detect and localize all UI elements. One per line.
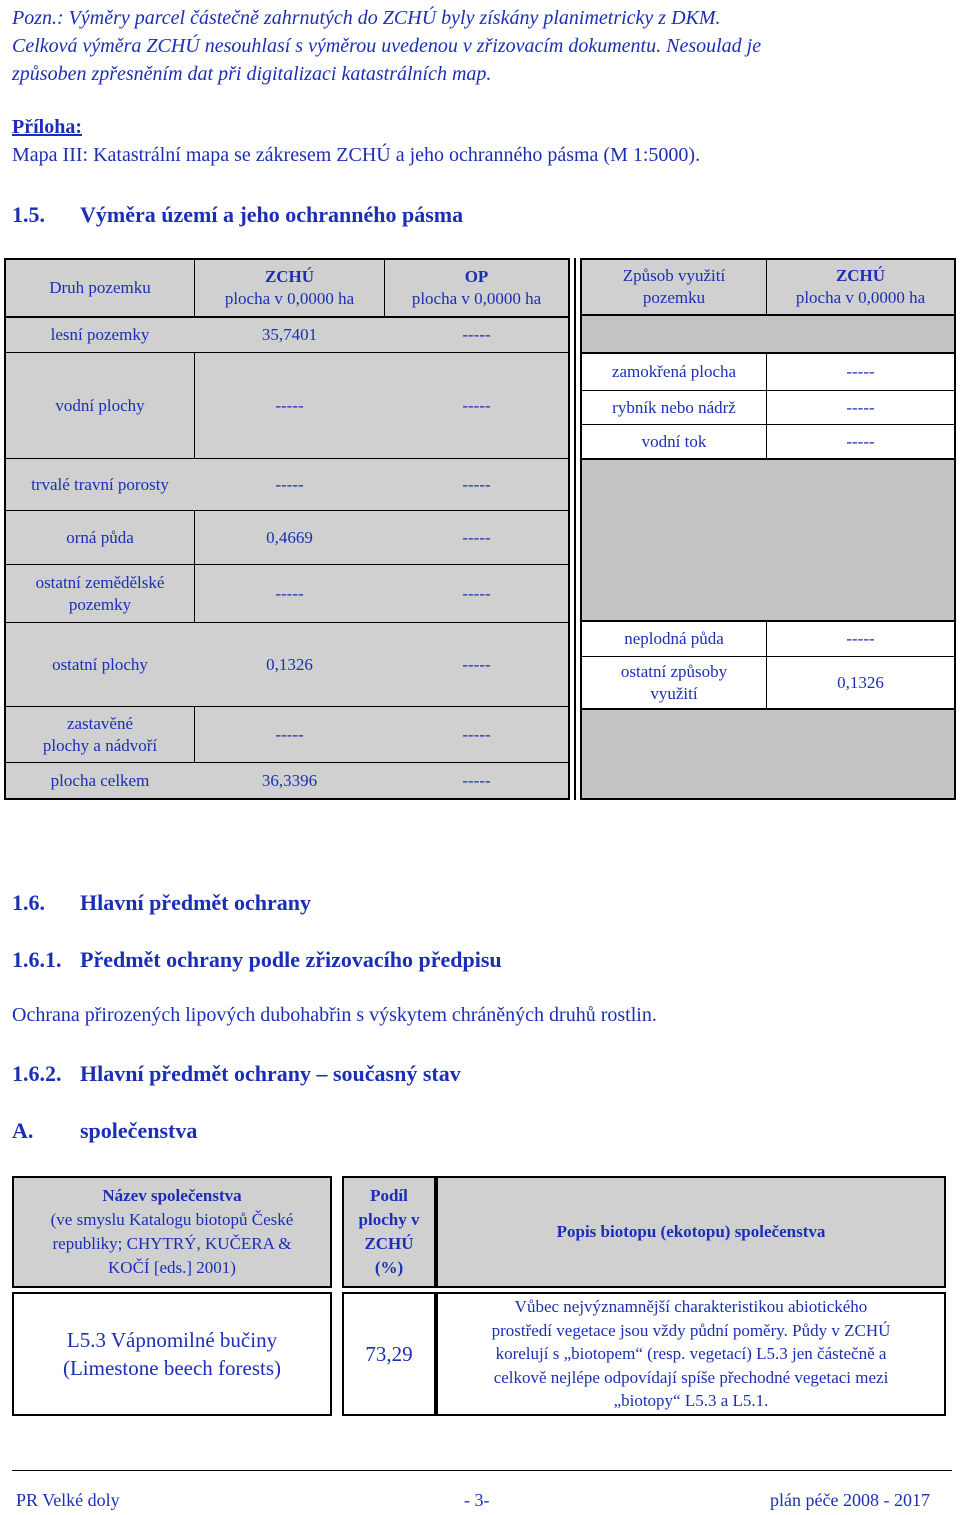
table-row-druh: lesní pozemky [50, 325, 150, 344]
row-desc-line: korelují s „biotopem“ (resp. vegetací) L5.3 jen částečně a [495, 1344, 887, 1364]
table-row-zchu: 0,1326 [266, 654, 313, 674]
header-share-line: ZCHÚ [364, 1234, 414, 1253]
priloha-title: Příloha: [12, 116, 82, 138]
header-name-line: (ve smyslu Katalogu biotopů České [50, 1210, 294, 1229]
header-name-line: KOČÍ [eds.] 2001) [108, 1258, 236, 1277]
row-desc-line: Vůbec nejvýznamnější charakteristikou abiotického [514, 1297, 868, 1317]
ostatni-sub-line: ostatní způsoby [620, 661, 728, 681]
table-row-op: ----- [462, 325, 491, 344]
note-line: Pozn.: Výměry parcel částečně zahrnutých do ZCHÚ byly získány planimetricky z DKM. [12, 7, 721, 29]
col-op-header-unit: plocha v 0,0000 ha [411, 289, 542, 308]
section-title: společenstva [80, 1118, 198, 1143]
area-table [4, 258, 956, 800]
col-zpusob-header [582, 260, 766, 314]
ostatni-sub-line: využití [650, 683, 698, 703]
note-line: Celková výměra ZCHÚ nesouhlasí s výměrou uvedenou v zřizovacím dokumentu. Nesoulad je [12, 35, 762, 57]
row-desc [436, 1292, 946, 1416]
table-row-zchu: ----- [275, 395, 304, 415]
ostatni-sub-value: ----- [846, 629, 875, 648]
table-row-op: ----- [462, 724, 491, 744]
vodni-sub-value: ----- [846, 397, 875, 417]
row-desc-line: prostředí vegetace jsou vždy půdní poměry. Půdy v ZCHÚ [491, 1320, 891, 1340]
table-row-druh: plocha celkem [50, 770, 150, 790]
table-row-zchu: ----- [275, 724, 304, 744]
section-heading-1-5 [12, 202, 463, 228]
header-share-line: (%) [374, 1258, 404, 1277]
priloha-text: Mapa III: Katastrální mapa se zákresem ZCHÚ a jeho ochranného pásma (M 1:5000). [12, 144, 701, 166]
col-zchu2-header [767, 260, 954, 314]
vodni-sub-label: zamokřená plocha [611, 362, 737, 381]
ostatni-sub-label: neplodná půda [624, 629, 724, 648]
col-druh-header: Druh pozemku [49, 278, 151, 297]
row-desc-line: celkově nejlépe odpovídají spíše přechodné vegetaci mezi [493, 1367, 889, 1387]
footer-right: plán péče 2008 - 2017 [770, 1490, 930, 1510]
col-zchu-header-unit: plocha v 0,0000 ha [224, 289, 355, 308]
row-name-line: L5.3 Vápnomilné bučiny [66, 1328, 278, 1352]
table-row-op: ----- [462, 395, 491, 415]
druh-line: pozemky [68, 594, 132, 614]
row-name [12, 1292, 332, 1416]
header-share-line: Podíl [370, 1186, 408, 1205]
ostatni-sub-value: 0,1326 [837, 672, 884, 692]
section-title: Hlavní předmět ochrany [80, 890, 311, 915]
table-row-druh: vodní plochy [55, 395, 145, 415]
section-title: Výměra území a jeho ochranného pásma [80, 202, 464, 227]
section-heading-1-6 [12, 890, 311, 916]
footer-left: PR Velké doly [16, 1490, 120, 1510]
col-zchu-header-title: ZCHÚ [264, 267, 315, 286]
section-number: 1.6. [12, 890, 45, 915]
druh-line: plochy a nádvoří [42, 735, 158, 755]
vodni-sub-label: rybník nebo nádrž [612, 397, 736, 417]
section-heading-a [12, 1118, 197, 1144]
vodni-sub-label: vodní tok [641, 431, 707, 451]
header-share [342, 1176, 436, 1288]
ostatni-sub-label [582, 657, 766, 708]
ochrana-text: Ochrana přirozených lipových dubohabřin s výskytem chráněných druhů rostlin. [12, 1004, 657, 1026]
section-heading-1-6-2 [12, 1061, 461, 1087]
table-row-op: ----- [462, 474, 491, 494]
footer-divider [12, 1470, 952, 1471]
table-row-druh: ostatní plochy [52, 654, 148, 674]
header-share-line: plochy v [358, 1210, 420, 1229]
table-row-druh [6, 707, 194, 762]
table-row-zchu: 36,3396 [261, 770, 318, 790]
table-row-druh [6, 565, 194, 622]
row-share: 73,29 [342, 1292, 436, 1416]
col-zpusob-header-l2: pozemku [642, 288, 706, 307]
table-row-zchu: 0,4669 [266, 527, 313, 547]
vodni-sub-value: ----- [846, 431, 875, 451]
col-zchu2-header-unit: plocha v 0,0000 ha [795, 288, 926, 307]
col-op-header [385, 260, 568, 316]
section-number: 1.6.1. [12, 947, 62, 972]
table-row-zchu: 35,7401 [261, 325, 318, 344]
footer-page-number: - 3- [464, 1490, 490, 1510]
section-title: Předmět ochrany podle zřizovacího předpisu [80, 947, 502, 972]
section-heading-1-6-1 [12, 947, 502, 973]
col-zchu-header [195, 260, 384, 316]
table-row-zchu: ----- [275, 583, 304, 603]
col-zchu2-header-title: ZCHÚ [835, 266, 886, 285]
table-row-op: ----- [462, 583, 491, 603]
header-name-line: republiky; CHYTRÝ, KUČERA & [52, 1234, 292, 1253]
section-number: 1.6.2. [12, 1061, 62, 1086]
header-name [12, 1176, 332, 1288]
row-name-line: (Limestone beech forests) [62, 1356, 282, 1380]
table-row-op: ----- [462, 770, 491, 790]
section-number: 1.5. [12, 202, 45, 227]
header-name-bold: Název společenstva [102, 1186, 242, 1205]
table-row-op: ----- [462, 527, 491, 547]
section-number: A. [12, 1118, 34, 1143]
section-title: Hlavní předmět ochrany – současný stav [80, 1061, 461, 1086]
note-paragraph [12, 4, 952, 88]
druh-line: zastavěné [66, 713, 134, 733]
vodni-sub-value: ----- [846, 362, 875, 381]
header-desc: Popis biotopu (ekotopu) společenstva [436, 1176, 946, 1288]
druh-line: ostatní zemědělské [35, 572, 165, 592]
table-row-druh: orná půda [66, 527, 134, 547]
table-row-op: ----- [462, 654, 491, 674]
community-table [12, 1176, 946, 1416]
col-zpusob-header-l1: Způsob využití [622, 266, 726, 285]
row-desc-line: „biotopy“ L5.3 a L5.1. [613, 1391, 769, 1411]
table-row-druh: trvalé travní porosty [31, 474, 169, 494]
col-op-header-title: OP [464, 267, 489, 286]
table-row-zchu: ----- [275, 474, 304, 494]
note-line: způsoben zpřesněním dat při digitalizaci katastrálních map. [12, 63, 492, 85]
